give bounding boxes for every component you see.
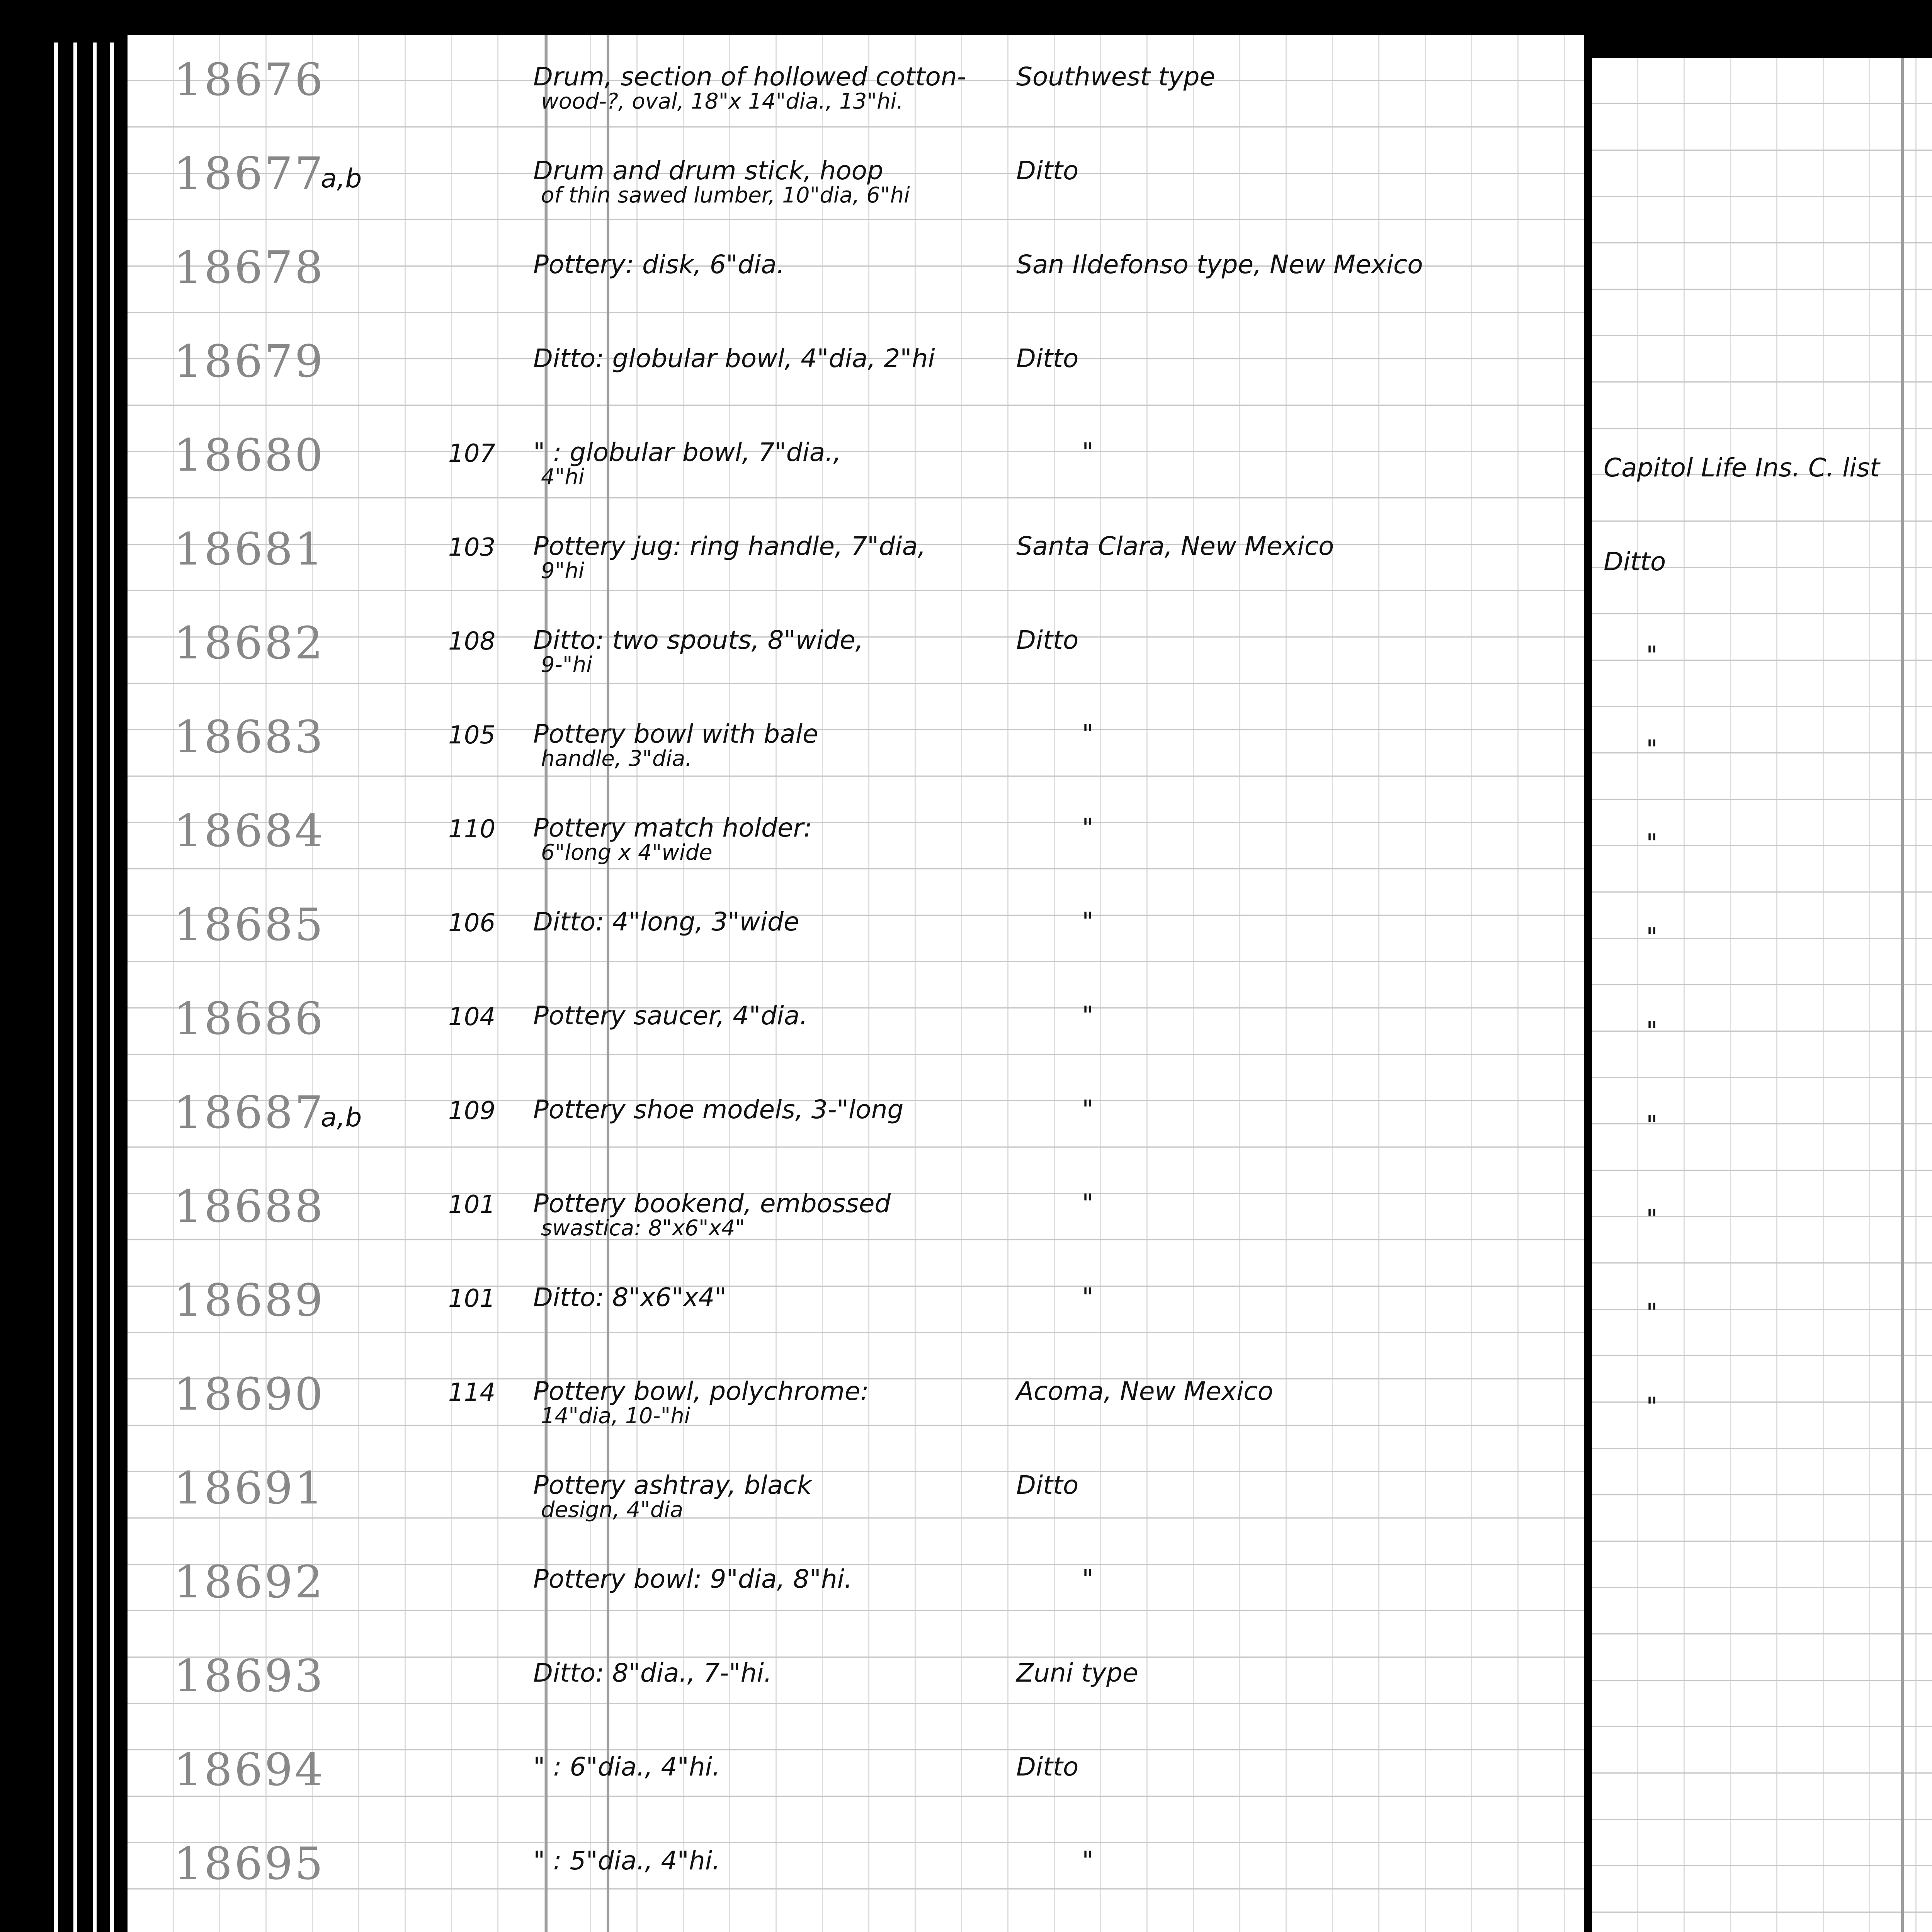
collector: " [1646, 641, 1658, 670]
collector: " [1646, 1392, 1658, 1422]
locality: " [1082, 719, 1094, 749]
catalog-number: 114 [448, 1378, 496, 1407]
description-line-1: Pottery bookend, embossed [533, 1189, 891, 1218]
ledger-row [128, 234, 1584, 327]
description-line-1: " : 6"dia., 4"hi. [533, 1752, 721, 1782]
accession-number: 18676 [174, 54, 325, 106]
ledger-row [128, 704, 1584, 796]
ledger-row [1592, 1736, 1932, 1829]
ledger-row [1592, 1361, 1932, 1454]
ledger-row [1592, 1455, 1932, 1548]
description-line-1: Pottery saucer, 4"dia. [533, 1001, 808, 1031]
accession-number: 18682 [174, 617, 325, 669]
ledger-row [128, 1173, 1584, 1266]
ledger-right-page [1592, 58, 1932, 1932]
accession-number: 18691 [174, 1463, 325, 1514]
description-line-2: 6"long x 4"wide [541, 840, 713, 865]
description-line-1: Pottery ashtray, black [533, 1470, 812, 1500]
locality: Ditto [1016, 625, 1079, 655]
ledger-row [128, 1267, 1584, 1360]
description-line-1: Ditto: 4"long, 3"wide [533, 907, 799, 937]
ledger-row [128, 1924, 1584, 1932]
ledger-row [128, 1361, 1584, 1454]
ledger-row [1592, 328, 1932, 421]
locality: " [1082, 1001, 1094, 1031]
collector: Ditto [1604, 547, 1666, 577]
description-line-1: Ditto: globular bowl, 4"dia, 2"hi [533, 344, 935, 373]
collector: " [1646, 828, 1658, 858]
catalog-number: 109 [448, 1097, 496, 1125]
locality: " [1082, 813, 1094, 843]
locality: Ditto [1016, 156, 1079, 185]
description-line-2: 9"hi [541, 558, 585, 583]
ledger-row [128, 1643, 1584, 1735]
locality: " [1082, 907, 1094, 937]
locality: " [1082, 1189, 1094, 1218]
locality: " [1082, 1282, 1094, 1312]
locality: Southwest type [1016, 62, 1216, 92]
ledger-row [128, 516, 1584, 609]
page-edge [73, 43, 77, 1932]
ledger-row [1592, 234, 1932, 327]
description-line-1: Pottery match holder: [533, 813, 812, 843]
catalog-number: 103 [448, 533, 496, 562]
ledger-left-page [128, 35, 1584, 1932]
page-edge [93, 43, 97, 1932]
ledger-row [1592, 516, 1932, 609]
description-line-2: 14"dia, 10-"hi [541, 1403, 690, 1429]
ledger-row [1592, 1830, 1932, 1923]
accession-number: 18688 [174, 1181, 325, 1233]
ledger-row [128, 1830, 1584, 1923]
description-line-1: Pottery bowl with bale [533, 719, 818, 749]
ledger-row [1592, 1079, 1932, 1172]
catalog-number: 108 [448, 627, 496, 656]
accession-number: 18684 [174, 805, 325, 857]
locality: San Ildefonso type, New Mexico [1016, 250, 1423, 279]
locality: Ditto [1016, 344, 1079, 373]
ledger-row [1592, 1267, 1932, 1360]
ledger-row [128, 1455, 1584, 1548]
accession-number: 18687 [174, 1087, 325, 1139]
description-line-2: 4"hi [541, 464, 585, 490]
description-line-1: Pottery: disk, 6"dia. [533, 250, 785, 279]
description-line-1: Pottery bowl, polychrome: [533, 1376, 869, 1406]
collector: " [1646, 735, 1658, 764]
description-line-1: Ditto: 8"x6"x4" [533, 1282, 726, 1312]
catalog-number: 101 [448, 1284, 496, 1313]
accession-number: 18689 [174, 1275, 325, 1327]
ledger-row [1592, 985, 1932, 1078]
ledger-row [1592, 422, 1932, 515]
description-line-1: Drum and drum stick, hoop [533, 156, 883, 185]
page-edge [110, 43, 114, 1932]
description-line-1: " : 5"dia., 4"hi. [533, 1846, 721, 1876]
accession-suffix: a,b [321, 163, 362, 194]
locality: Santa Clara, New Mexico [1016, 531, 1334, 561]
ledger-row [128, 1079, 1584, 1172]
accession-suffix: a,b [321, 1102, 362, 1133]
collector: " [1646, 1204, 1658, 1234]
description-line-2: of thin sawed lumber, 10"dia, 6"hi [541, 183, 910, 208]
collector: " [1646, 1298, 1658, 1328]
catalog-number: 105 [448, 721, 496, 750]
ledger-row [128, 610, 1584, 702]
accession-number: 18690 [174, 1369, 325, 1420]
description-line-2: design, 4"dia [541, 1497, 684, 1522]
catalog-number: 110 [448, 815, 496, 844]
locality: Ditto [1016, 1752, 1079, 1782]
accession-number: 18680 [174, 430, 325, 481]
ledger-row [1592, 1643, 1932, 1735]
ledger-row [128, 140, 1584, 233]
ledger-row [128, 46, 1584, 139]
catalog-number: 106 [448, 909, 496, 937]
accession-number: 18681 [174, 524, 325, 575]
ledger-row [128, 1549, 1584, 1641]
accession-number: 18678 [174, 242, 325, 294]
description-line-2: handle, 3"dia. [541, 746, 692, 771]
description-line-2: swastica: 8"x6"x4" [541, 1216, 745, 1241]
ledger-row [128, 985, 1584, 1078]
accession-number: 18692 [174, 1556, 325, 1608]
accession-number: 18693 [174, 1650, 325, 1702]
accession-number: 18685 [174, 899, 325, 951]
book-binding [0, 0, 128, 1932]
page-edge [54, 43, 58, 1932]
accession-number: 18679 [174, 336, 325, 388]
locality: Zuni type [1016, 1658, 1138, 1688]
catalog-number: 101 [448, 1190, 496, 1219]
ledger-row [128, 891, 1584, 984]
description-line-1: Ditto: 8"dia., 7-"hi. [533, 1658, 772, 1688]
ledger-row [1592, 1924, 1932, 1932]
ledger-row [128, 798, 1584, 890]
ledger-row [128, 422, 1584, 515]
catalog-number: 107 [448, 439, 496, 468]
locality: " [1082, 437, 1094, 467]
ledger-row [1592, 610, 1932, 702]
locality: Acoma, New Mexico [1016, 1376, 1274, 1406]
description-line-1: " : globular bowl, 7"dia., [533, 437, 842, 467]
accession-number: 18686 [174, 993, 325, 1045]
description-line-1: Pottery jug: ring handle, 7"dia, [533, 531, 926, 561]
locality: Ditto [1016, 1470, 1079, 1500]
description-line-1: Pottery shoe models, 3-"long [533, 1095, 904, 1124]
ledger-row [1592, 704, 1932, 796]
ledger-row [128, 328, 1584, 421]
description-line-1: Pottery bowl: 9"dia, 8"hi. [533, 1564, 852, 1594]
accession-number: 18694 [174, 1744, 325, 1796]
ledger-row [1592, 798, 1932, 890]
locality: " [1082, 1095, 1094, 1124]
collector: " [1646, 1110, 1658, 1140]
description-line-2: wood-?, oval, 18"x 14"dia., 13"hi. [541, 89, 903, 114]
description-line-1: Drum, section of hollowed cotton- [533, 62, 966, 92]
ledger-row [1592, 891, 1932, 984]
ledger-row [128, 1736, 1584, 1829]
ledger-row [1592, 140, 1932, 233]
description-line-2: 9-"hi [541, 652, 592, 677]
ledger-row [1592, 1549, 1932, 1641]
ledger-row [1592, 58, 1932, 139]
description-line-1: Ditto: two spouts, 8"wide, [533, 625, 864, 655]
accession-number: 18683 [174, 711, 325, 763]
collector: " [1646, 1016, 1658, 1046]
accession-number: 18695 [174, 1838, 325, 1890]
catalog-number: 104 [448, 1003, 496, 1031]
collector: Capitol Life Ins. C. list [1604, 453, 1880, 483]
collector: " [1646, 922, 1658, 952]
accession-number: 18677 [174, 148, 325, 200]
locality: " [1082, 1846, 1094, 1876]
ledger-row [1592, 1173, 1932, 1266]
locality: " [1082, 1564, 1094, 1594]
